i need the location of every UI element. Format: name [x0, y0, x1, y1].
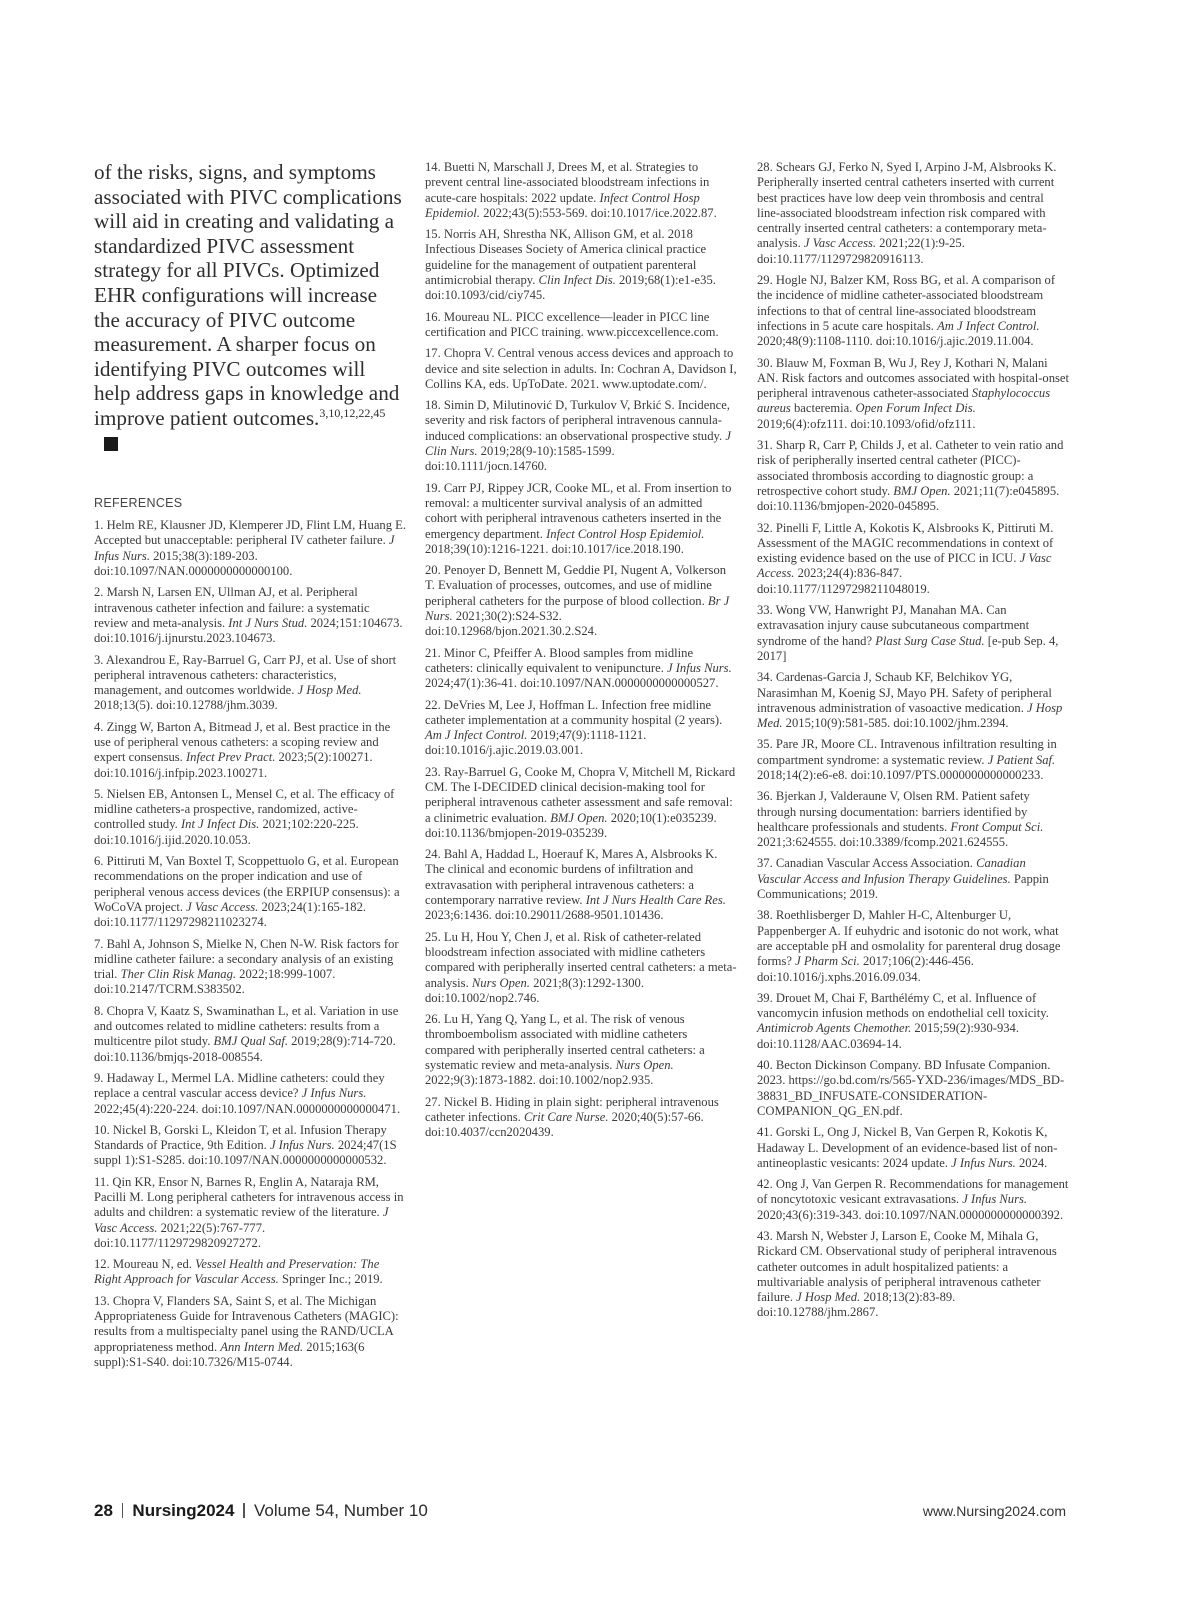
reference-text: 38. Roethlisberger D, Mahler H-C, Altenburger U, Pappenberger A. If euhydric and isotonic do not work, what are acceptable pH and osmolality for parenteral drug dosage forms? — [757, 908, 1061, 969]
reference-journal: Int J Infect Dis. — [180, 817, 260, 832]
reference-item — [94, 1071, 406, 1117]
reference-item — [757, 1177, 1069, 1223]
reference-item — [94, 653, 406, 714]
reference-journal: Int J Nurs Health Care Res. — [585, 893, 726, 908]
reference-journal: J Vasc Access. — [803, 236, 877, 251]
reference-journal: J Vasc Access. — [94, 1205, 389, 1235]
reference-journal: J Infus Nurs. — [269, 1138, 335, 1153]
reference-journal: Antimicrob Agents Chemother. — [757, 1021, 912, 1036]
reference-list-col2 — [425, 160, 737, 1141]
reference-item — [757, 1125, 1069, 1171]
reference-text: 2020;48(9):1108-1110. doi:10.1016/j.ajic.2019.11.004. — [757, 334, 1034, 349]
reference-journal: J Infus Nurs. — [94, 533, 395, 563]
reference-text: 2018;14(2):e6-e8. doi:10.1097/PTS.0000000000000233. — [757, 767, 1044, 782]
reference-item — [425, 310, 737, 341]
reference-journal: J Infus Nurs. — [301, 1086, 367, 1101]
reference-text: 34. Cardenas-Garcia J, Schaub KF, Belchikov YG, Narasimhan M, Koenig SJ, Mayo PH. Safety of peripheral intravenous administration of vasoactive medication. — [757, 670, 1052, 715]
reference-item — [757, 438, 1069, 514]
reference-list-col3 — [757, 160, 1069, 1321]
reference-text: 18. Simin D, Milutinović D, Turkulov V, Brkić S. Incidence, severity and risk factors of peripheral intravenous cannula-induced complications: an observational prospective study. — [425, 398, 730, 443]
reference-journal: Canadian Vascular Access and Infusion Therapy Guidelines. — [757, 856, 1026, 886]
reference-text: 25. Lu H, Hou Y, Chen J, et al. Risk of catheter-related bloodstream infection associated with midline catheters compared with peripherally inserted central catheters: a meta-analysis. — [425, 929, 737, 990]
reference-item — [757, 737, 1069, 783]
reference-text: 2018;13(2):83-89. doi:10.12788/jhm.2867. — [757, 1290, 956, 1320]
reference-text: 40. Becton Dickinson Company. BD Infusate Companion. 2023. https://go.bd.com/rs/565-YXD-236/images/MDS_BD-38831_BD_INFUSATE-CONSIDERATION-COMPANION_QG_EN.pdf. — [757, 1058, 1065, 1118]
reference-text: 8. Chopra V, Kaatz S, Swaminathan L, et al. Variation in use and outcomes related to midline catheters: results from a multicentre pilot study. — [94, 1003, 399, 1049]
reference-item — [425, 563, 737, 639]
reference-item — [425, 160, 737, 221]
reference-text: 2023;6:1436. doi:10.29011/2688-9501.101436. — [425, 908, 664, 923]
reference-item — [425, 1012, 737, 1088]
reference-item — [94, 1123, 406, 1169]
reference-journal: J Hosp Med. — [796, 1290, 861, 1305]
reference-text: 2022;43(5):553-569. doi:10.1017/ice.2022.87. — [479, 205, 717, 220]
reference-text: 26. Lu H, Yang Q, Yang L, et al. The risk of venous thromboembolism associated with midline catheters compared with peripherally inserted central catheters: a systematic review and meta-analysis. — [425, 1012, 705, 1073]
reference-item — [94, 518, 406, 579]
reference-journal: Am J Infect Control. — [937, 318, 1040, 333]
body-paragraph — [94, 160, 406, 455]
reference-text: 2015;10(9):581-585. doi:10.1002/jhm.2394. — [782, 716, 1009, 731]
reference-text: 29. Hogle NJ, Balzer KM, Ross BG, et al. A comparison of the incidence of midline catheter-associated bloodstream infections to that of central line-associated bloodstream infections in 5 acute care hospitals. — [757, 273, 1056, 333]
reference-journal: J Vasc Access. — [757, 551, 1052, 581]
reference-text: 2021;22(5):767-777. doi:10.1177/1129729820927272. — [94, 1220, 266, 1250]
reference-item — [425, 646, 737, 692]
column-2 — [425, 160, 737, 1147]
reference-text: 16. Moureau NL. PICC excellence—leader in PICC line certification and PICC training. www.piccexcellence.com. — [425, 309, 719, 339]
reference-text: 17. Chopra V. Central venous access devices and approach to device and site selection in adults. In: Cochran A, Davidson I, Collins KA, eds. UpToDate. 2021. www.uptodate.com/. — [425, 346, 737, 391]
reference-text: 2019;28(9-10):1585-1599. doi:10.1111/jocn.14760. — [425, 444, 615, 474]
reference-text: 2019;47(9):1118-1121. doi:10.1016/j.ajic.2019.03.001. — [425, 728, 647, 758]
reference-list-col1 — [94, 518, 406, 1370]
reference-item — [94, 787, 406, 848]
reference-text: 2018;39(10):1216-1221. doi:10.1017/ice.2018.190. — [425, 541, 684, 556]
reference-item — [757, 160, 1069, 267]
reference-item — [757, 789, 1069, 850]
body-text: of the risks, signs, and symptoms associated with PIVC complications will aid in creating and validating a standardized PIVC assessment strategy for all PIVCs. Optimized EHR configurations will increase the accuracy of PIVC outcome measurement. A sharper focus on identifying PIVC outcomes will help address gaps in knowledge and improve patient outcomes. — [94, 160, 402, 430]
reference-journal: Ther Clin Risk Manag. — [120, 967, 237, 982]
reference-journal: Clin Infect Dis. — [538, 273, 616, 288]
reference-item — [757, 521, 1069, 597]
reference-text: 2021;8(3):1292-1300. doi:10.1002/nop2.746. — [425, 975, 644, 1005]
issue-info: Volume 54, Number 10 — [253, 1501, 428, 1520]
reference-item — [757, 856, 1069, 902]
reference-text: 2020;10(1):e035239. doi:10.1136/bmjopen-2019-035239. — [425, 810, 717, 840]
reference-text: [e-pub Sep. 4, 2017] — [757, 633, 1059, 663]
reference-journal: J Hosp Med. — [757, 700, 1063, 731]
reference-item — [425, 346, 737, 392]
reference-text: 24. Bahl A, Haddad L, Hoerauf K, Mares A, Alsbrooks K. The clinical and economic burdens of infiltration and extravasation with peripheral intravenous catheters: a contemporary narrative review. — [425, 847, 718, 908]
reference-journal: Infect Control Hosp Epidemiol. — [425, 190, 700, 220]
reference-journal: J Infus Nurs. — [667, 660, 732, 675]
footer-divider — [122, 1503, 124, 1518]
reference-item — [425, 1095, 737, 1141]
reference-text: 20. Penoyer D, Bennett M, Geddie PI, Nugent A, Volkerson T. Evaluation of processes, outcomes, and use of midline peripheral catheters for the purpose of blood collection. — [425, 563, 727, 608]
footer-divider — [243, 1503, 245, 1518]
reference-journal: Nurs Open. — [471, 975, 530, 990]
reference-item — [94, 1004, 406, 1065]
reference-text: 2019;68(1):e1-e35. doi:10.1093/cid/ciy745. — [425, 273, 716, 303]
reference-item — [425, 398, 737, 474]
reference-text: 2019;28(9):714-720. doi:10.1136/bmjqs-2018-008554. — [94, 1034, 396, 1064]
reference-journal: J Infus Nurs. — [962, 1192, 1028, 1207]
reference-text: 32. Pinelli F, Little A, Kokotis K, Alsbrooks K, Pittiruti M. Assessment of the MAGIC recommendations in context of existing evidence based on the use of PICC in ICU. — [757, 520, 1054, 566]
reference-item — [425, 847, 737, 923]
reference-item — [94, 1294, 406, 1370]
reference-item — [94, 937, 406, 998]
reference-text: Pappin Communications; 2019. — [757, 871, 1049, 902]
reference-text: 2024;47(1):36-41. doi:10.1097/NAN.0000000000000527. — [425, 676, 719, 691]
reference-item — [757, 908, 1069, 984]
reference-text: 6. Pittiruti M, Van Boxtel T, Scoppettuolo G, et al. European recommendations on the proper indication and use of peripheral venous access devices (the ERPIUP consensus): a WoCoVA project. — [94, 854, 400, 914]
reference-text: 15. Norris AH, Shrestha NK, Allison GM, et al. 2018 Infectious Diseases Society of America clinical practice guideline for the management of outpatient parenteral antimicrobial therapy. — [425, 227, 707, 288]
reference-journal: BMJ Qual Saf. — [213, 1034, 289, 1049]
reference-text: 21. Minor C, Pfeiffer A. Blood samples from midline catheters: clinically equivalent to venipuncture. — [425, 645, 694, 675]
reference-text: 2023;5(2):100271. doi:10.1016/j.infpip.2023.100271. — [94, 750, 373, 780]
reference-text: 10. Nickel B, Gorski L, Kleidon T, et al. Infusion Therapy Standards of Practice, 9th Edition. — [94, 1122, 387, 1153]
reference-journal: Vessel Health and Preservation: The Right Approach for Vascular Access. — [94, 1257, 380, 1287]
reference-text: 2021;3:624555. doi:10.3389/fcomp.2021.624555. — [757, 835, 1009, 850]
reference-text: 36. Bjerkan J, Valderaune V, Olsen RM. Patient safety through nursing documentation: barriers identified by healthcare professionals and students. — [757, 789, 1030, 834]
reference-text: 14. Buetti N, Marschall J, Drees M, et al. Strategies to prevent central line-associated bloodstream infections in acute-care hospitals: 2022 update. — [425, 160, 710, 205]
reference-item — [94, 854, 406, 930]
reference-item — [425, 227, 737, 303]
end-of-article-mark — [104, 437, 118, 451]
reference-text: 2021;30(2):S24-S32. doi:10.12968/bjon.2021.30.2.S24. — [425, 609, 598, 639]
reference-item — [757, 603, 1069, 664]
reference-journal: Crit Care Nurse. — [523, 1109, 609, 1124]
reference-text: 2. Marsh N, Larsen EN, Ullman AJ, et al. Peripheral intravenous catheter infection and failure: a systematic review and meta-analysis. — [94, 585, 370, 630]
reference-item — [425, 698, 737, 759]
reference-text: 2015;38(3):189-203. doi:10.1097/NAN.0000000000000100. — [94, 548, 293, 579]
reference-text: 2024;47(1S suppl 1):S1-S285. doi:10.1097/NAN.0000000000000532. — [94, 1138, 397, 1168]
reference-text: 9. Hadaway L, Mermel LA. Midline catheters: could they replace a central vascular access device? — [94, 1070, 385, 1101]
column-1 — [94, 160, 406, 1376]
reference-text: 23. Ray-Barruel G, Cooke M, Chopra V, Mitchell M, Rickard CM. The I-DECIDED clinical decision-making tool for peripheral intravenous catheter assessment and safe removal: a clinimetric evaluation. — [425, 764, 736, 825]
reference-text: 2018;13(5). doi:10.12788/jhm.3039. — [94, 698, 278, 713]
reference-text: 2021;102:220-225. doi:10.1016/j.ijid.2020.10.053. — [94, 817, 359, 847]
reference-text: 2023;24(1):165-182. doi:10.1177/11297298211023274. — [94, 899, 367, 930]
reference-text: 42. Ong J, Van Gerpen R. Recommendations for management of noncytotoxic vesicant extravasations. — [757, 1177, 1069, 1207]
reference-journal: Open Forum Infect Dis. — [855, 401, 976, 416]
reference-text: 35. Pare JR, Moore CL. Intravenous infiltration resulting in compartment syndrome: a systematic review. — [757, 737, 1057, 767]
website-url: www.Nursing2024.com — [922, 1503, 1066, 1519]
reference-journal: J Vasc Access. — [186, 899, 259, 914]
reference-journal: Front Comput Sci. — [950, 819, 1044, 834]
magazine-name: Nursing2024 — [132, 1501, 235, 1520]
reference-text: 37. Canadian Vascular Access Association. — [757, 856, 977, 871]
reference-item — [757, 1229, 1069, 1321]
reference-journal: J Hosp Med. — [297, 683, 362, 698]
reference-item — [757, 991, 1069, 1052]
reference-text: 1. Helm RE, Klausner JD, Klemperer JD, Flint LM, Huang E. Accepted but unacceptable: peripheral IV catheter failure. — [94, 518, 406, 548]
reference-item — [757, 356, 1069, 432]
reference-text: 7. Bahl A, Johnson S, Mielke N, Chen N-W. Risk factors for midline catheter failure: a secondary analysis of an existing trial. — [94, 936, 399, 982]
reference-text: 2022;9(3):1873-1882. doi:10.1002/nop2.935. — [425, 1073, 654, 1088]
reference-text: 43. Marsh N, Webster J, Larson E, Cooke M, Mihala G, Rickard CM. Observational study of peripheral intravenous catheter outcomes in adult hospitalized patients: a multivariable analysis of peripheral intravenous catheter failure. — [757, 1229, 1057, 1305]
reference-text: 2024;151:104673. doi:10.1016/j.ijnurstu.2023.104673. — [94, 615, 403, 646]
page-number: 28 — [94, 1501, 113, 1520]
reference-journal: Int J Nurs Stud. — [228, 615, 308, 630]
reference-text: 2015;59(2):930-934. doi:10.1128/AAC.03694-14. — [757, 1021, 1020, 1051]
reference-text: 22. DeVries M, Lee J, Hoffman L. Infection free midline catheter implementation at a community hospital (2 years). — [425, 697, 723, 727]
reference-text: 2022;18:999-1007. doi:10.2147/TCRM.S383502. — [94, 967, 336, 997]
reference-text: 2020;40(5):57-66. doi:10.4037/ccn2020439. — [425, 1109, 704, 1140]
reference-journal: J Pharm Sci. — [795, 954, 860, 969]
reference-journal: J Infus Nurs. — [951, 1155, 1016, 1170]
reference-text: 41. Gorski L, Ong J, Nickel B, Van Gerpen R, Kokotis K, Hadaway L. Development of an evidence-based list of non-antineoplastic vesicants: 2024 update. — [757, 1125, 1058, 1170]
reference-text: 2023;24(4):836-847. doi:10.1177/11297298211048019. — [757, 566, 930, 596]
page-footer — [94, 1501, 1066, 1525]
reference-journal: Nurs Open. — [615, 1058, 674, 1073]
reference-text: 11. Qin KR, Ensor N, Barnes R, Englin A, Nataraja RM, Pacilli M. Long peripheral catheters for intravenous access in adults and children: a systematic review of the literature. — [94, 1174, 404, 1220]
reference-text: 13. Chopra V, Flanders SA, Saint S, et al. The Michigan Appropriateness Guide for Intravenous Catheters (MAGIC): results from a multispecialty panel using the RAND/UCLA appropriateness method. — [94, 1293, 399, 1354]
reference-journal: J Patient Saf. — [987, 752, 1056, 767]
column-3 — [757, 160, 1069, 1327]
reference-text: 2021;11(7):e045895. doi:10.1136/bmjopen-2020-045895. — [757, 483, 1060, 514]
reference-item — [425, 481, 737, 557]
reference-item — [94, 720, 406, 781]
reference-text: 2024. — [1015, 1155, 1048, 1170]
reference-text: 33. Wong VW, Hanwright PJ, Manahan MA. Can extravasation injury cause subcutaneous compartment syndrome of the hand? — [757, 603, 1030, 648]
reference-journal: BMJ Open. — [893, 483, 951, 498]
reference-journal: Staphylococcus aureus — [757, 386, 1051, 416]
reference-text: 30. Blauw M, Foxman B, Wu J, Rey J, Kothari N, Malani AN. Risk factors and outcomes associated with hospital-onset peripheral intravenous catheter-associated — [757, 355, 1069, 401]
reference-text: 2021;22(1):9-25. doi:10.1177/1129729820916113. — [757, 236, 965, 266]
reference-text: 2015;163(6 suppl):S1-S40. doi:10.7326/M15-0744. — [94, 1339, 365, 1369]
reference-item — [425, 930, 737, 1006]
reference-journal: Am J Infect Control. — [425, 728, 528, 743]
reference-journal: BMJ Open. — [550, 810, 608, 825]
reference-journal: J Clin Nurs. — [425, 428, 731, 459]
reference-journal: Infect Control Hosp Epidemiol. — [546, 526, 705, 541]
reference-text: 39. Drouet M, Chai F, Barthélémy C, et al. Influence of vancomycin infusion methods on endothelial cell toxicity. — [757, 990, 1049, 1021]
reference-item — [94, 585, 406, 646]
reference-text: 2022;45(4):220-224. doi:10.1097/NAN.0000000000000471. — [94, 1101, 401, 1116]
reference-journal: Br J Nurs. — [425, 593, 730, 624]
reference-item — [94, 1175, 406, 1251]
reference-text: 2020;43(6):319-343. doi:10.1097/NAN.0000000000000392. — [757, 1207, 1064, 1222]
reference-text: bacteremia. — [790, 401, 856, 416]
reference-text: 19. Carr PJ, Rippey JCR, Cooke ML, et al. From insertion to removal: a multicenter survival analysis of an admitted cohort with peripheral intravenous catheters inserted in the emergency department. — [425, 480, 732, 541]
reference-text: 2017;106(2):446-456. doi:10.1016/j.xphs.2016.09.034. — [757, 954, 974, 984]
reference-item — [425, 765, 737, 841]
reference-text: 31. Sharp R, Carr P, Childs J, et al. Catheter to vein ratio and risk of peripherally inserted central catheter (PICC)-associated thrombosis according to diagnostic group: a retrospective cohort study. — [757, 438, 1064, 498]
reference-text: 4. Zingg W, Barton A, Bitmead J, et al. Best practice in the use of peripheral venous catheters: a scoping review and expert consensus. — [94, 719, 391, 765]
reference-text: 12. Moureau N, ed. — [94, 1257, 196, 1272]
reference-text: 2019;6(4):ofz111. doi:10.1093/ofid/ofz111. — [757, 416, 976, 431]
reference-item — [757, 273, 1069, 349]
reference-text: 5. Nielsen EB, Antonsen L, Mensel C, et al. The efficacy of midline catheters-a prospective, randomized, active-controlled study. — [94, 786, 395, 832]
reference-text: 28. Schears GJ, Ferko N, Syed I, Arpino J-M, Alsbrooks K. Peripherally inserted central catheters inserted with current best practices have low deep vein thrombosis and central line-associated bloodstream infection risk compared with centrally inserted central catheters: a contemporary meta-analysis. — [757, 160, 1057, 251]
reference-item — [757, 670, 1069, 731]
citation-superscript: 3,10,12,22,45 — [319, 405, 386, 420]
footer-folio — [94, 1501, 428, 1521]
reference-text: Springer Inc.; 2019. — [278, 1272, 383, 1287]
reference-item — [94, 1257, 406, 1288]
reference-journal: Plast Surg Case Stud. — [875, 633, 985, 648]
reference-item — [757, 1058, 1069, 1119]
reference-text: 3. Alexandrou E, Ray-Barruel G, Carr PJ, et al. Use of short peripheral intravenous catheters: characteristics, management, and outcomes worldwide. — [94, 652, 397, 698]
references-heading: REFERENCES — [94, 496, 183, 511]
reference-text: 27. Nickel B. Hiding in plain sight: peripheral intravenous catheter infections. — [425, 1094, 719, 1124]
reference-journal: Infect Prev Pract. — [185, 750, 276, 765]
reference-journal: Ann Intern Med. — [220, 1339, 304, 1354]
